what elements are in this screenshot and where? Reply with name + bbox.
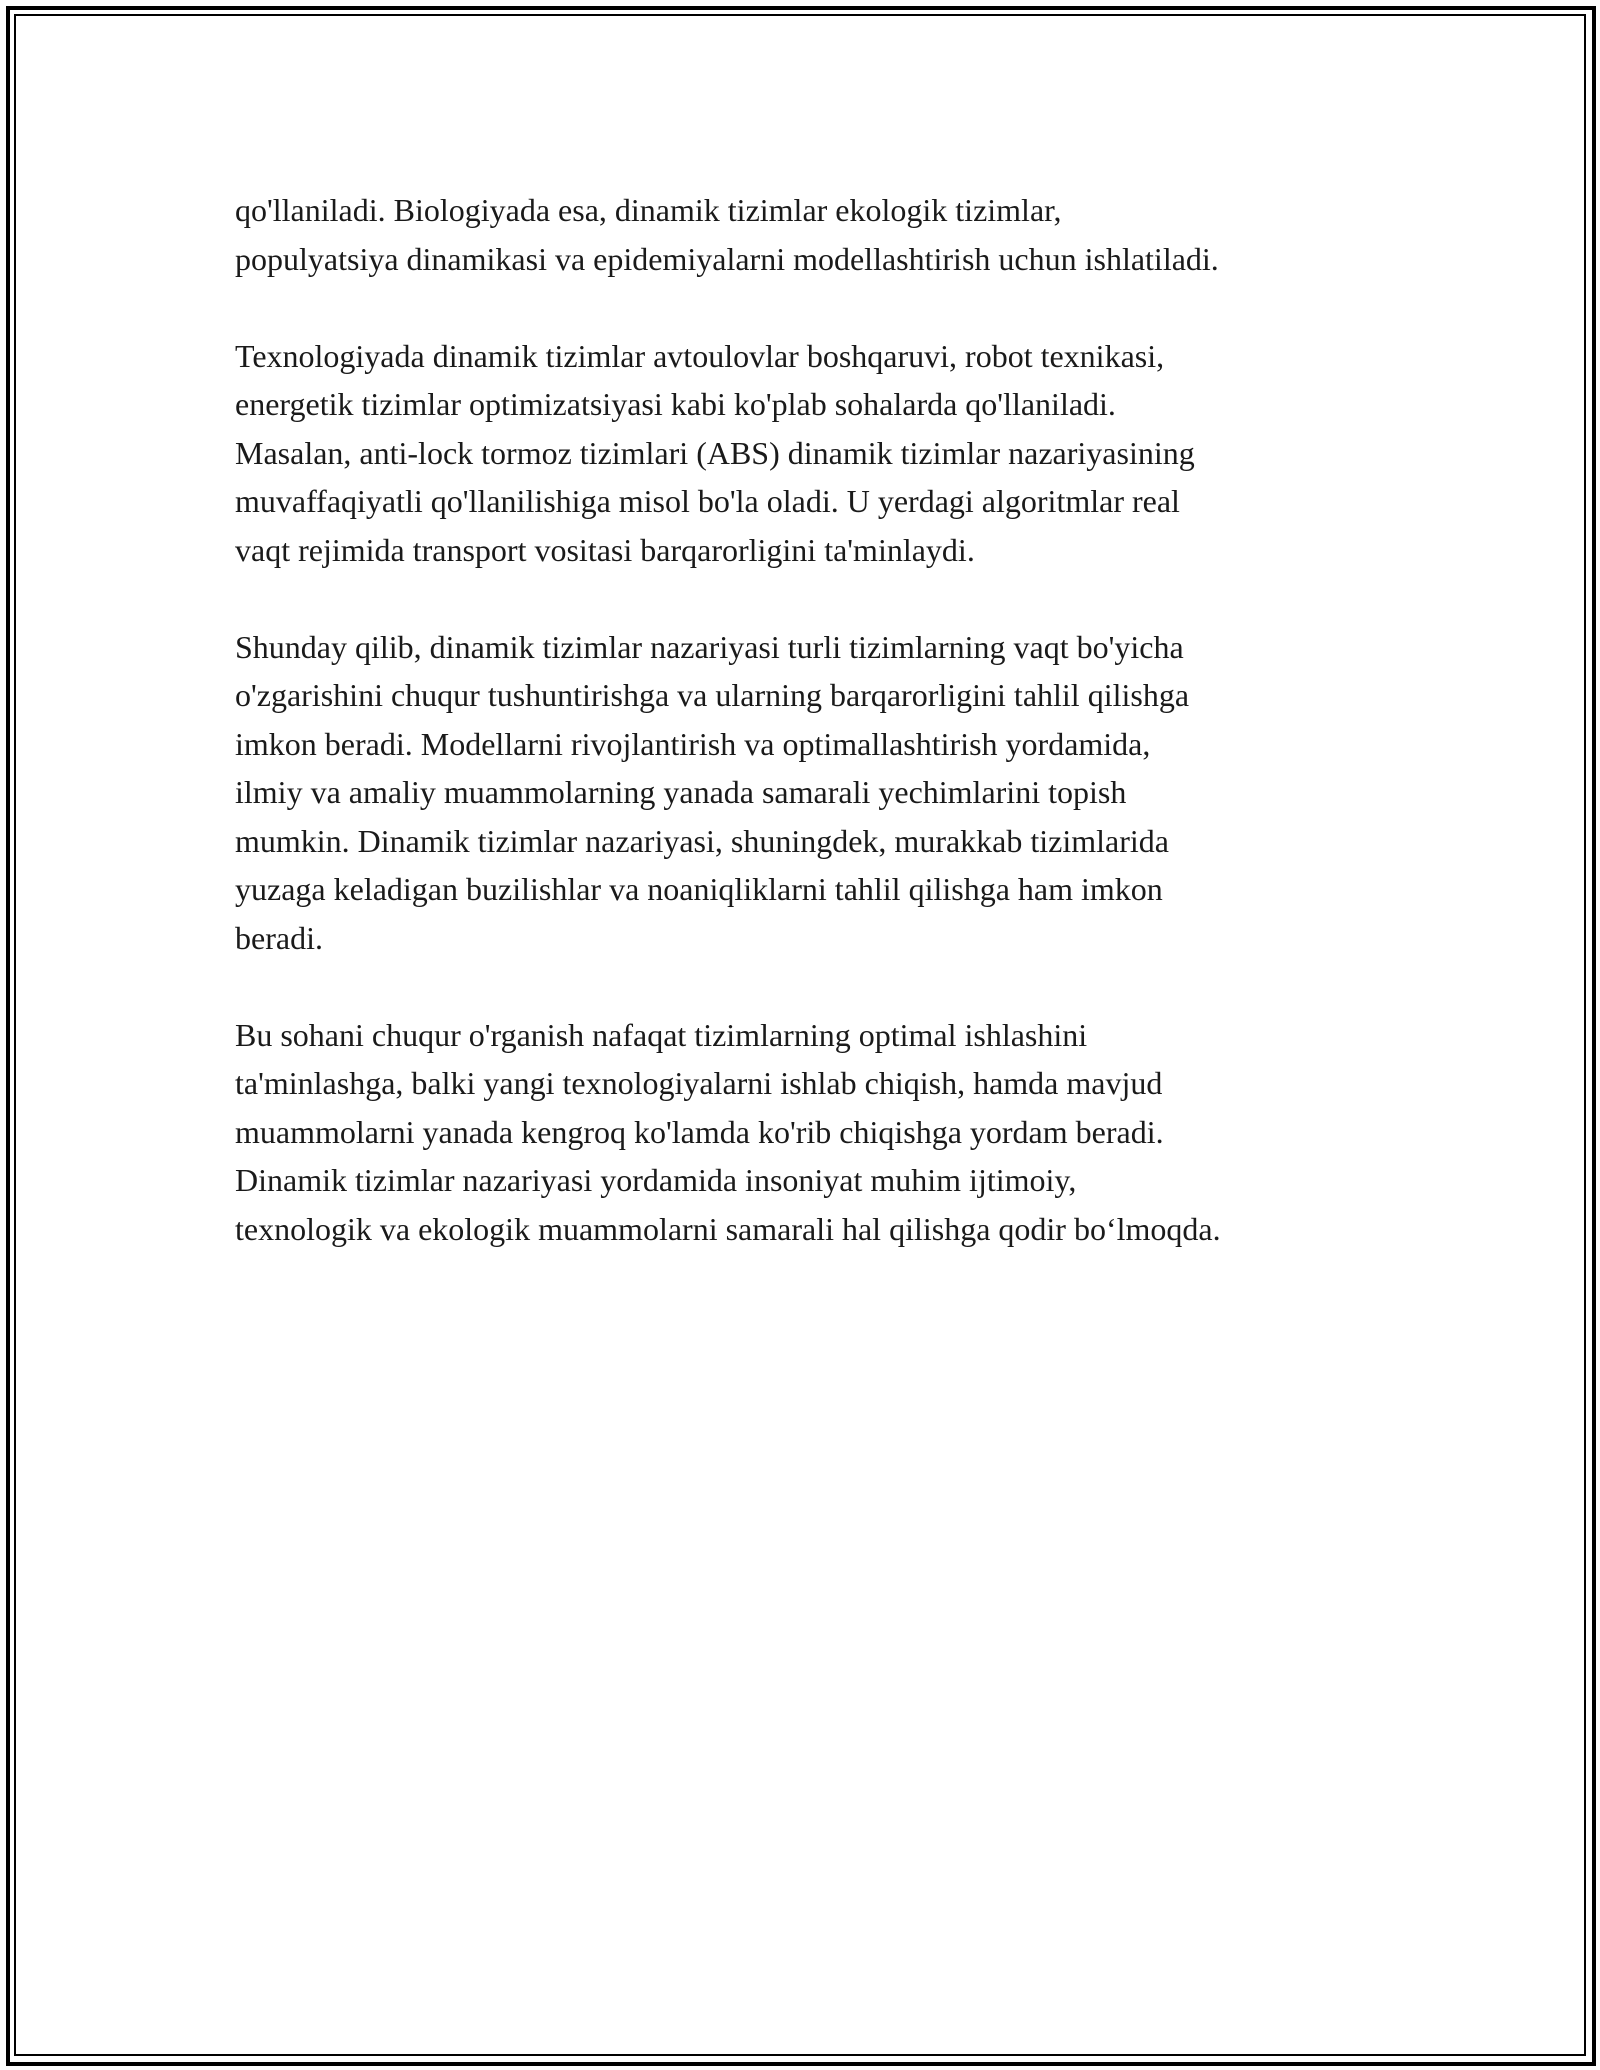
paragraph [235, 186, 1415, 283]
text-line: qo'llaniladi. Biologiyada esa, dinamik tizimlar ekologik tizimlar, [235, 192, 1062, 228]
text-line: muammolarni yanada kengroq ko'lamda ko'rib chiqishga yordam beradi. [235, 1113, 1164, 1150]
text-line: Bu sohani chuqur o'rganish nafaqat tizimlarning optimal ishlashini [235, 1016, 1088, 1053]
document-body [235, 186, 1415, 1302]
text-line: muvaffaqiyatli qo'llanilishiga misol bo'la oladi. U yerdagi algoritmlar real [235, 483, 1180, 519]
text-line: ilmiy va amaliy muammolarning yanada samarali yechimlarini topish [235, 774, 1127, 810]
text-line: Masalan, anti-lock tormoz tizimlari (ABS) dinamik tizimlar nazariyasining [235, 434, 1195, 471]
text-line: Texnologiyada dinamik tizimlar avtoulovlar boshqaruvi, robot texnikasi, [235, 337, 1165, 374]
text-line: Dinamik tizimlar nazariyasi yordamida insoniyat muhim ijtimoiy, [235, 1162, 1077, 1198]
text-line: populyatsiya dinamikasi va epidemiyalarni modellashtirish uchun ishlatiladi. [235, 240, 1219, 277]
text-line: Shunday qilib, dinamik tizimlar nazariyasi turli tizimlarning vaqt bo'yicha [235, 628, 1184, 665]
text-line: energetik tizimlar optimizatsiyasi kabi ko'plab sohalarda qo'llaniladi. [235, 386, 1116, 422]
paragraph [235, 1011, 1415, 1254]
text-line: imkon beradi. Modellarni rivojlantirish va optimallashtirish yordamida, [235, 725, 1151, 762]
paragraph [235, 332, 1415, 575]
text-line: yuzaga keladigan buzilishlar va noaniqliklarni tahlil qilishga ham imkon [235, 871, 1163, 907]
paragraph [235, 623, 1415, 963]
text-line: ta'minlashga, balki yangi texnologiyalarni ishlab chiqish, hamda mavjud [235, 1065, 1163, 1101]
text-line: beradi. [235, 919, 323, 956]
text-line: mumkin. Dinamik tizimlar nazariyasi, shuningdek, murakkab tizimlarida [235, 822, 1169, 859]
text-line: o'zgarishini chuqur tushuntirishga va ularning barqarorligini tahlil qilishga [235, 677, 1190, 713]
text-line: texnologik va ekologik muammolarni samarali hal qilishga qodir bo‘lmoqda. [235, 1210, 1221, 1247]
text-line: vaqt rejimida transport vositasi barqarorligini ta'minlaydi. [235, 531, 975, 568]
